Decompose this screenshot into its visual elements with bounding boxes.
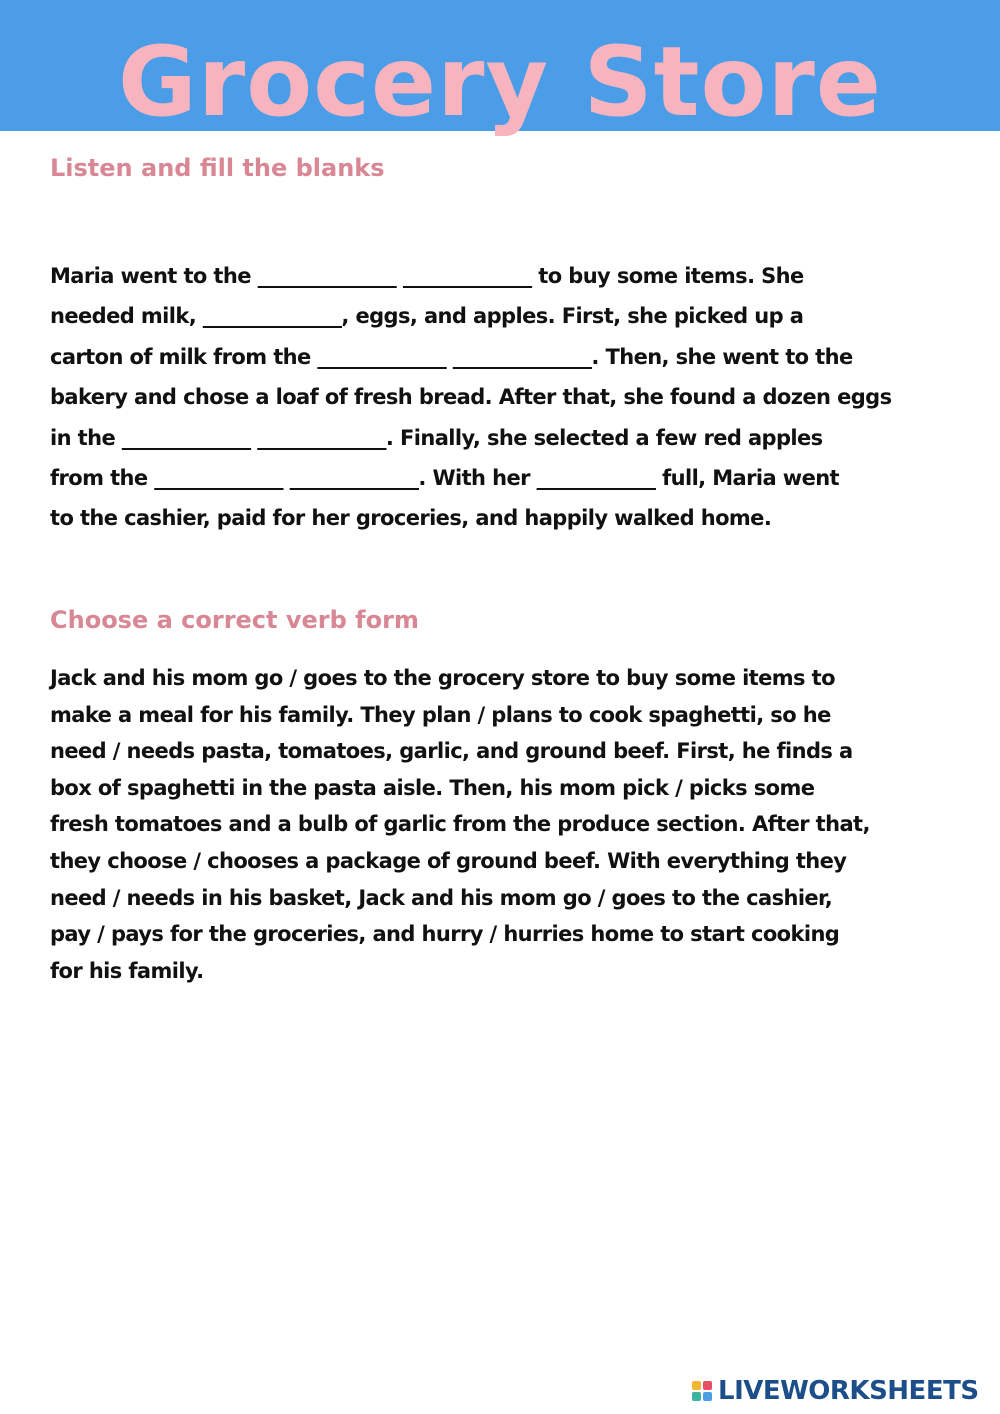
paragraph-line: in the _____________ _____________. Finally, she selected a few red apples — [50, 425, 823, 450]
liveworksheets-logo[interactable] — [692, 1374, 979, 1408]
fill-blanks-paragraph — [50, 256, 950, 539]
section-heading-verb-form: Choose a correct verb form — [50, 606, 419, 634]
paragraph-line: bakery and chose a loaf of fresh bread. After that, she found a dozen eggs — [50, 385, 892, 410]
paragraph-line: fresh tomatoes and a bulb of garlic from the produce section. After that, — [50, 812, 870, 837]
paragraph-line: needed milk, ______________, eggs, and apples. First, she picked up a — [50, 304, 804, 329]
paragraph-line: for his family. — [50, 958, 204, 983]
paragraph-line: need / needs in his basket, Jack and his mom go / goes to the cashier, — [50, 885, 833, 910]
logo-square — [692, 1392, 701, 1401]
paragraph-line: pay / pays for the groceries, and hurry / hurries home to start cooking — [50, 922, 840, 947]
logo-square — [703, 1392, 712, 1401]
paragraph-line: need / needs pasta, tomatoes, garlic, and ground beef. First, he finds a — [50, 739, 853, 764]
logo-square — [692, 1381, 701, 1390]
logo-text: LIVEWORKSHEETS — [718, 1376, 979, 1406]
paragraph-line: they choose / chooses a package of ground beef. With everything they — [50, 848, 847, 873]
paragraph-line: box of spaghetti in the pasta aisle. Then, his mom pick / picks some — [50, 775, 815, 800]
liveworksheets-logo-icon — [692, 1381, 712, 1401]
paragraph-line: make a meal for his family. They plan / plans to cook spaghetti, so he — [50, 702, 831, 727]
section-heading-fill-blanks: Listen and fill the blanks — [50, 154, 385, 182]
page-title: Grocery Store — [118, 26, 882, 138]
paragraph-line: to the cashier, paid for her groceries, and happily walked home. — [50, 506, 772, 531]
paragraph-line: Jack and his mom go / goes to the grocery store to buy some items to — [50, 666, 835, 690]
paragraph-line: carton of milk from the _____________ ______________. Then, she went to the — [50, 344, 853, 369]
paragraph-line: Maria went to the ______________ _____________ to buy some items. She — [50, 264, 804, 288]
logo-square — [703, 1381, 712, 1390]
paragraph-line: from the _____________ _____________. With her ____________ full, Maria went — [50, 466, 839, 491]
verb-form-paragraph — [50, 660, 950, 989]
